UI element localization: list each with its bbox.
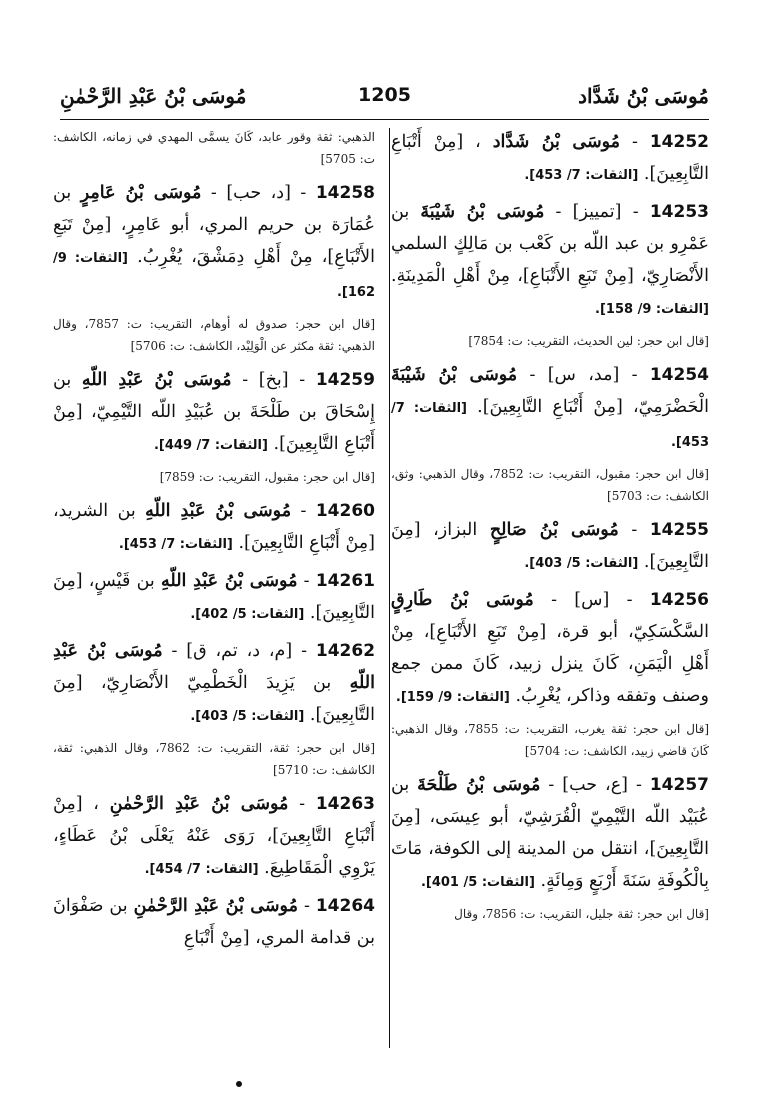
entry-reference: [الثقات: 7/ 449]. [153, 438, 268, 453]
entry-tags: [مد، س] [547, 365, 620, 385]
entry-text: ، [مِنْ أَتْبَاعِ التَّابِعِينَ]، رَوَى عَنْهُ يَعْلَى بْنُ عَطَاءٍ، يَرْوِي الْمَقَاطِيعَ. [53, 794, 375, 878]
page-header [60, 84, 709, 114]
entry-number: 14263 [315, 794, 375, 814]
entry-text: الْحَضْرَمِيّ، [مِنْ أَتْبَاعِ التَّابِعِينَ]. [477, 397, 709, 417]
entry-reference: [الثقات: 7/ 453]. [391, 401, 709, 450]
entry-name: مُوسَى بْنُ شَيْبَةَ [420, 202, 545, 222]
entry-tags: [ع، حب] [562, 775, 628, 795]
entry-name: مُوسَى بْنُ شَيْبَةَ [391, 365, 518, 385]
entry-text: البزاز، [مِنَ التَّابِعِينَ]. [391, 520, 709, 572]
entry: 14256 - [س] - مُوسَى بْنُ طَارِقٍ السَّكْسَكِيّ، أبو قرة، [مِنْ تَبَعِ الأَتْبَاعِ]، مِنْ أَهْلِ الْيَمَنِ، كَانَ ينزل زبيد، كَانَ ممن جمع وصنف وتفقه وذاكر، يُغْرِبُ. [الثقات: 9/ 159]. [391, 590, 709, 706]
entry-number: 14261 [315, 571, 375, 591]
entry-name: مُوسَى بْنُ عَبْدِ اللّهِ [53, 641, 375, 693]
entry-reference: [الثقات: 9/ 162]. [53, 251, 375, 300]
entry: 14260 - مُوسَى بْنُ عَبْدِ اللّهِ بن الشريد، [مِنْ أَتْبَاعِ التَّابِعِينَ]. [الثقات: 7/ 453]. [53, 501, 375, 553]
column-divider [389, 128, 390, 1048]
entry-text: بن إِسْحَاقَ بن طَلْحَةَ بن عُبَيْدِ اللّه التَّيْمِيّ، [مِنْ أَتْبَاعِ التَّابِعِينَ]. [53, 370, 375, 454]
entry-reference: [الثقات: 7/ 454]. [144, 862, 259, 877]
entry-tags: [بخ] [258, 370, 289, 390]
entry-number: 14262 [315, 641, 376, 661]
entry-number: 14260 [315, 501, 375, 521]
entry-name: مُوسَى بْنُ طَارِقٍ [391, 590, 534, 610]
note: الذهبي: ثقة وقور عابد، كَانَ يسمَّى المهدي في زمانه، الكاشف: ت: 5705] [53, 130, 375, 166]
entry-text: السَّكْسَكِيّ، أبو قرة، [مِنْ تَبَعِ الأَتْبَاعِ]، مِنْ أَهْلِ الْيَمَنِ، كَانَ ينزل زبيد، كَانَ ممن جمع وصنف وتفقه وذاكر، يُغْرِبُ. [391, 622, 709, 706]
entry-text: بن صَفْوَانَ بن قدامة المري، [مِنْ أَتْبَاعِ [53, 896, 375, 948]
entry: 14252 - مُوسَى بْنُ شَدَّاد ، [مِنْ أَتْبَاعِ التَّابِعِينَ]. [الثقات: 7/ 453]. [391, 132, 709, 184]
entry-number: 14264 [315, 896, 375, 916]
entry-tags: [تمييز] [572, 202, 622, 222]
entry-text: بن عُبَيْد اللّه التَّيْمِيّ الْقُرَشِيّ، أبو عِيسَى، [مِنَ التَّابِعِينَ]، انتقل من المدينة إلى الكوفة، مَاتَ بِالْكُوفَةِ سَنَةَ أَرْبَعٍ وَمِائَةٍ. [391, 775, 709, 891]
entry-text: بن عَمْرِو بن عبد اللّه بن كَعْب بن مَالِكٍ السلمي الأَنْصَارِيّ، [مِنْ تَبَعِ الأَتْبَاعِ]، مِنْ أَهْلِ الْمَدِينَةِ. [391, 202, 709, 286]
entry-tags: [س] [574, 590, 610, 610]
entry-name: مُوسَى بْنُ عَبْدِ الرَّحْمٰنِ [109, 794, 289, 814]
entry-name: مُوسَى بْنُ عَامِرٍ [80, 183, 202, 203]
running-title-left: مُوسَى بْنُ عَبْدِ الرَّحْمٰنِ [60, 84, 247, 108]
entry-name: مُوسَى بْنُ صَالِحٍ [489, 520, 619, 540]
note: [قال ابن حجر: مقبول، التقريب: ت: 7859] [159, 470, 375, 484]
note: [قال ابن حجر: ثقة، التقريب: ت: 7862، وقال الذهبي: ثقة، الكاشف: ت: 5710] [53, 741, 375, 777]
note: [قال ابن حجر: مقبول، التقريب: ت: 7852، وقال الذهبي: وثق، الكاشف: ت: 5703] [391, 467, 709, 503]
entry-text: بن عُمَارَة بن حريم المري، أبو عَامِرٍ، [مِنْ تَبَعِ الأَتْبَاعِ]، مِنْ أَهْلِ دِمَشْقَ، يُغْرِبُ. [53, 183, 375, 267]
entry-number: 14255 [649, 520, 709, 540]
footer-dot [236, 1081, 242, 1087]
entry-name: مُوسَى بْنُ طَلْحَةَ [417, 775, 541, 795]
entry-reference: [الثقات: 7/ 453]. [524, 168, 639, 183]
entry: 14257 - [ع، حب] - مُوسَى بْنُ طَلْحَةَ بن عُبَيْد اللّه التَّيْمِيّ الْقُرَشِيّ، أبو عِيسَى، [مِنَ التَّابِعِينَ]، انتقل من المدينة إلى الكوفة، مَاتَ بِالْكُوفَةِ سَنَةَ أَرْبَعٍ وَمِائَةٍ. [الثقات: 5/ 401]. [391, 775, 709, 891]
note: [قال ابن حجر: لين الحديث، التقريب: ت: 7854] [468, 334, 709, 348]
entry-text: ، [مِنْ أَتْبَاعِ التَّابِعِينَ]. [391, 132, 709, 184]
entry-number: 14257 [649, 775, 709, 795]
entry: 14259 - [بخ] - مُوسَى بْنُ عَبْدِ اللّهِ بن إِسْحَاقَ بن طَلْحَةَ بن عُبَيْدِ اللّه التَّيْمِيّ، [مِنْ أَتْبَاعِ التَّابِعِينَ]. [الثقات: 7/ 449]. [53, 370, 375, 454]
entry: 14262 - [م، د، تم، ق] - مُوسَى بْنُ عَبْدِ اللّهِ بن يَزِيدَ الْخَطْمِيّ الأَنْصَارِيّ، [مِنَ التَّابِعِينَ]. [الثقات: 5/ 403]. [53, 641, 376, 725]
entry-reference: [الثقات: 7/ 453]. [118, 537, 233, 552]
entry-reference: [الثقات: 5/ 402]. [190, 607, 305, 622]
entry-name: مُوسَى بْنُ شَدَّاد [492, 132, 621, 152]
left-column [53, 126, 375, 958]
entry-reference: [الثقات: 9/ 158]. [595, 302, 709, 317]
page-number: 1205 [358, 84, 411, 106]
header-rule [60, 119, 709, 120]
entry: 14263 - مُوسَى بْنُ عَبْدِ الرَّحْمٰنِ ، [مِنْ أَتْبَاعِ التَّابِعِينَ]، رَوَى عَنْهُ يَعْلَى بْنُ عَطَاءٍ، يَرْوِي الْمَقَاطِيعَ. [الثقات: 7/ 454]. [53, 794, 375, 878]
entry-text: بن قَيْسٍ، [مِنَ التَّابِعِينَ]. [53, 571, 375, 623]
entry-name: مُوسَى بْنُ عَبْدِ الرَّحْمٰنِ [133, 896, 298, 916]
entry: 14261 - مُوسَى بْنُ عَبْدِ اللّهِ بن قَيْسٍ، [مِنَ التَّابِعِينَ]. [الثقات: 5/ 402]. [53, 571, 375, 623]
right-column [391, 126, 709, 932]
entry-tags: [د، حب] [226, 183, 291, 203]
note: [قال ابن حجر: ثقة جليل، التقريب: ت: 7856، وقال [454, 907, 709, 921]
entry-text: بن الشريد، [مِنْ أَتْبَاعِ التَّابِعِينَ]. [53, 501, 375, 553]
entry-number: 14252 [649, 132, 709, 152]
entry: 14264 - مُوسَى بْنُ عَبْدِ الرَّحْمٰنِ بن صَفْوَانَ بن قدامة المري، [مِنْ أَتْبَاعِ [53, 896, 375, 948]
running-title-right: مُوسَى بْنُ شَدَّاد [578, 84, 709, 108]
entry: 14254 - [مد، س] - مُوسَى بْنُ شَيْبَةَ الْحَضْرَمِيّ، [مِنْ أَتْبَاعِ التَّابِعِينَ]. [الثقات: 7/ 453]. [391, 365, 709, 450]
entry: 14253 - [تمييز] - مُوسَى بْنُ شَيْبَةَ بن عَمْرِو بن عبد اللّه بن كَعْب بن مَالِكٍ السلمي الأَنْصَارِيّ، [مِنْ تَبَعِ الأَتْبَاعِ]، مِنْ أَهْلِ الْمَدِينَةِ. [الثقات: 9/ 158]. [391, 202, 709, 317]
entry-name: مُوسَى بْنُ عَبْدِ اللّهِ [161, 571, 298, 591]
entry-name: مُوسَى بْنُ عَبْدِ اللّهِ [81, 370, 232, 390]
entry-name: مُوسَى بْنُ عَبْدِ اللّهِ [145, 501, 292, 521]
note: [قال ابن حجر: ثقة يغرب، التقريب: ت: 7855، وقال الذهبي: كَانَ قاضي زبيد، الكاشف: ت: 5704] [391, 722, 710, 758]
entry-reference: [الثقات: 5/ 403]. [524, 556, 639, 571]
entry-reference: [الثقات: 5/ 403]. [190, 709, 305, 724]
note: [قال ابن حجر: صدوق له أوهام، التقريب: ت: 7857، وقال الذهبي: ثقة مكثر عن الْوَلِيْد، الكاشف: ت: 5706] [53, 317, 375, 353]
entry-text: بن يَزِيدَ الْخَطْمِيّ الأَنْصَارِيّ، [مِنَ التَّابِعِينَ]. [53, 673, 375, 725]
entry-number: 14258 [315, 183, 375, 203]
entry-number: 14254 [649, 365, 709, 385]
entry-reference: [الثقات: 9/ 159]. [395, 690, 510, 705]
entry-number: 14256 [649, 590, 709, 610]
entry: 14258 - [د، حب] - مُوسَى بْنُ عَامِرٍ بن عُمَارَة بن حريم المري، أبو عَامِرٍ، [مِنْ تَبَعِ الأَتْبَاعِ]، مِنْ أَهْلِ دِمَشْقَ، يُغْرِبُ. [الثقات: 9/ 162]. [53, 183, 375, 300]
entry-reference: [الثقات: 5/ 401]. [420, 875, 535, 890]
entry-tags: [م، د، تم، ق] [186, 641, 293, 661]
entry-number: 14259 [315, 370, 375, 390]
entry: 14255 - مُوسَى بْنُ صَالِحٍ البزاز، [مِنَ التَّابِعِينَ]. [الثقات: 5/ 403]. [391, 520, 709, 572]
entry-number: 14253 [649, 202, 709, 222]
